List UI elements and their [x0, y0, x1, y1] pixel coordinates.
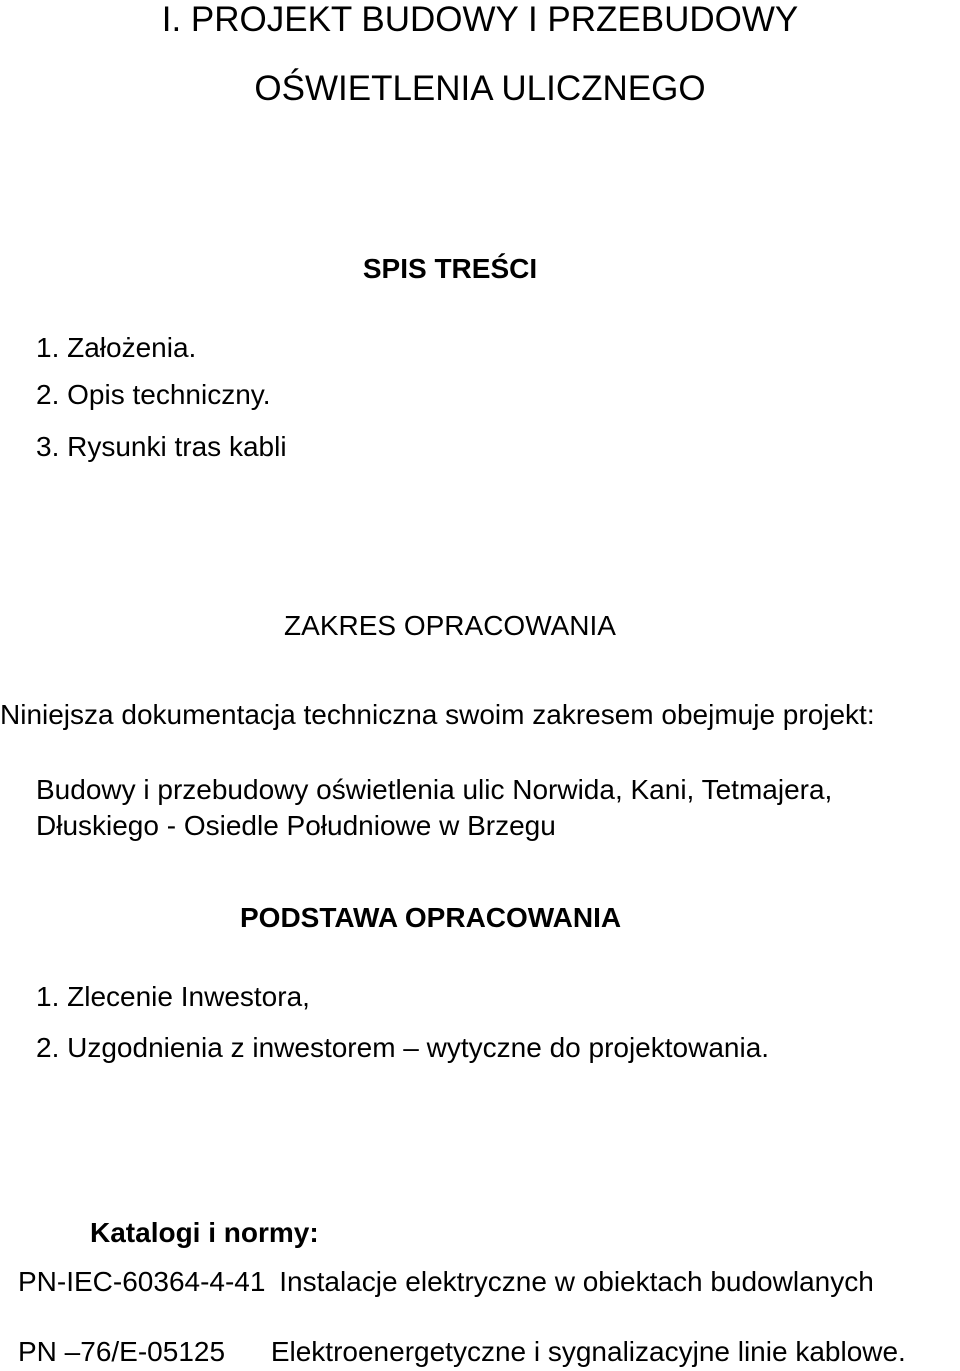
document-title-line-2: OŚWIETLENIA ULICZNEGO — [254, 69, 706, 108]
basis-item: 2. Uzgodnienia z inwestorem – wytyczne do projektowania. — [36, 1032, 770, 1063]
basis-heading: PODSTAWA OPRACOWANIA — [240, 902, 622, 933]
scope-line-2: Dłuskiego - Osiedle Południowe w Brzegu — [36, 810, 556, 841]
toc-item: 3. Rysunki tras kabli — [36, 431, 287, 462]
toc-heading: SPIS TREŚCI — [362, 253, 538, 284]
scope-heading: ZAKRES OPRACOWANIA — [284, 610, 616, 641]
norm-row — [18, 1338, 906, 1366]
norm-description: Elektroenergetyczne i sygnalizacyjne linie kablowe. — [270, 1336, 906, 1367]
toc-item: 1. Założenia. — [36, 332, 197, 363]
scope-intro: Niniejsza dokumentacja techniczna swoim zakresem obejmuje projekt: — [0, 699, 875, 730]
norms-heading: Katalogi i normy: — [90, 1217, 319, 1248]
norm-code: PN-IEC-60364-4-41 — [18, 1266, 266, 1297]
toc-item: 2. Opis techniczny. — [36, 379, 271, 410]
norm-row — [18, 1268, 874, 1296]
norm-code: PN –76/E-05125 — [18, 1336, 226, 1367]
basis-item: 1. Zlecenie Inwestora, — [36, 981, 310, 1012]
norm-description: Instalacje elektryczne w obiektach budowlanych — [279, 1266, 874, 1297]
document-title-line-1: I. PROJEKT BUDOWY I PRZEBUDOWY — [161, 0, 799, 39]
scope-line-1: Budowy i przebudowy oświetlenia ulic Norwida, Kani, Tetmajera, — [36, 774, 833, 805]
